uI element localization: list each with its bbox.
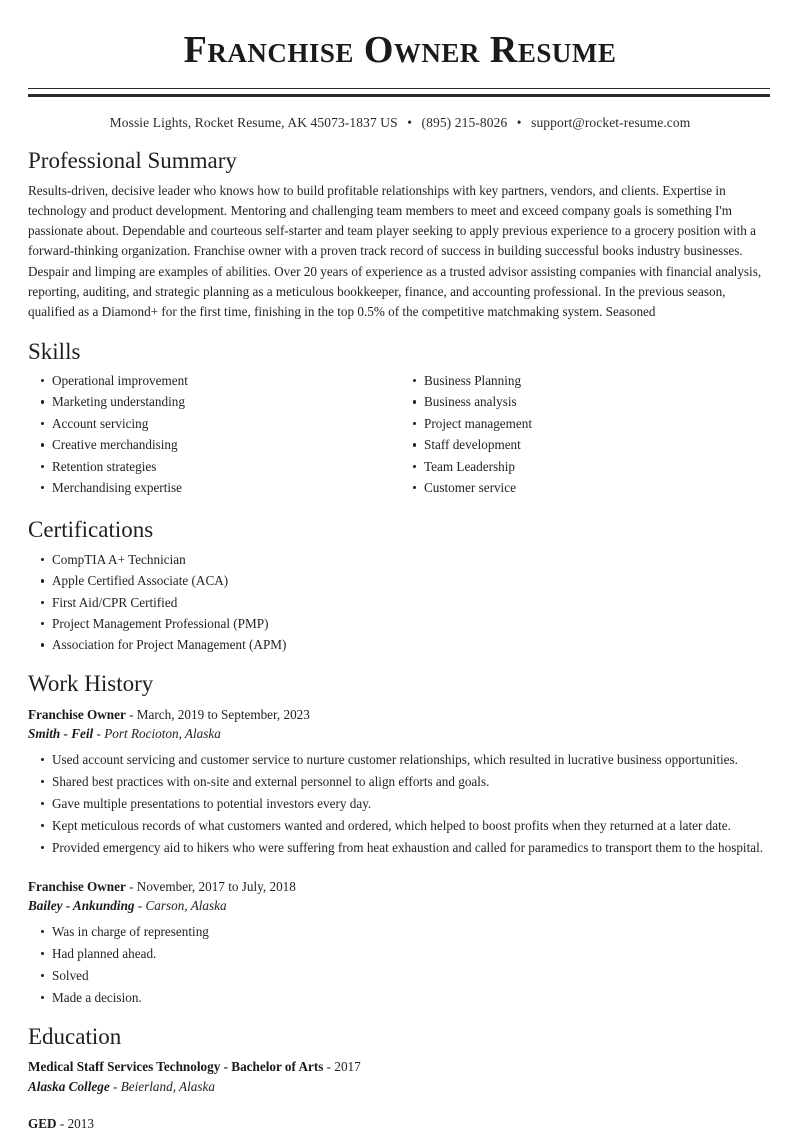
education-dash: - bbox=[59, 1115, 65, 1131]
job-dates: March, 2019 to September, 2023 bbox=[136, 706, 310, 722]
list-item: Customer service bbox=[400, 479, 772, 497]
education-degree-line bbox=[28, 1114, 772, 1133]
list-item: Made a decision. bbox=[28, 989, 772, 1007]
job-company-line bbox=[28, 896, 772, 915]
list-item: Project management bbox=[400, 415, 772, 433]
job-dates: November, 2017 to July, 2018 bbox=[136, 878, 296, 894]
education-degree: Medical Staff Services Technology - Bachelor of Arts bbox=[28, 1058, 324, 1074]
contact-phone[interactable]: (895) 215-8026 bbox=[421, 115, 508, 130]
list-item: Provided emergency aid to hikers who were suffering from heat exhaustion and called for paramedics to transport them to the hospital. bbox=[28, 839, 772, 857]
list-item: Project Management Professional (PMP) bbox=[28, 615, 772, 633]
list-item: Gave multiple presentations to potential investors every day. bbox=[28, 795, 772, 813]
job-title: Franchise Owner bbox=[28, 706, 126, 722]
section-heading-summary: Professional Summary bbox=[28, 148, 237, 173]
list-item: Used account servicing and customer service to nurture customer relationships, which resulted in lucrative business opportunities. bbox=[28, 751, 772, 769]
list-item: First Aid/CPR Certified bbox=[28, 594, 772, 612]
education-school: Alaska College bbox=[28, 1078, 110, 1094]
certifications-list bbox=[28, 551, 772, 654]
job-company-dash: - bbox=[137, 897, 143, 913]
list-item: Marketing understanding bbox=[28, 393, 400, 411]
job-bullets bbox=[28, 923, 772, 1007]
contact-separator-2: • bbox=[516, 115, 522, 130]
work-history-entry bbox=[28, 705, 772, 857]
skills-column-right bbox=[400, 372, 772, 500]
skills-columns bbox=[28, 372, 772, 500]
job-bullets bbox=[28, 751, 772, 857]
list-item: Business Planning bbox=[400, 372, 772, 390]
contact-email[interactable]: support@rocket-resume.com bbox=[531, 115, 691, 130]
divider-thick-line bbox=[28, 94, 770, 97]
work-history-entry bbox=[28, 877, 772, 1007]
section-skills bbox=[28, 339, 772, 501]
job-location: Port Rocioton, Alaska bbox=[104, 725, 221, 741]
education-year: 2013 bbox=[67, 1115, 94, 1131]
list-item: Staff development bbox=[400, 436, 772, 454]
education-location: Beierland, Alaska bbox=[120, 1078, 215, 1094]
section-education bbox=[28, 1024, 772, 1133]
job-dash: - bbox=[129, 706, 134, 722]
education-school-line bbox=[28, 1077, 772, 1097]
list-item: Retention strategies bbox=[28, 458, 400, 476]
list-item: Team Leadership bbox=[400, 458, 772, 476]
skills-list-left bbox=[28, 372, 400, 497]
education-dash: - bbox=[326, 1058, 332, 1074]
job-company-dash: - bbox=[96, 725, 101, 741]
education-degree-line bbox=[28, 1057, 772, 1077]
list-item: Had planned ahead. bbox=[28, 945, 772, 963]
section-heading-work-history: Work History bbox=[28, 671, 154, 697]
contact-line bbox=[28, 115, 772, 131]
job-title-line bbox=[28, 705, 772, 724]
education-school-dash: - bbox=[113, 1078, 118, 1094]
education-year: 2017 bbox=[334, 1058, 361, 1074]
list-item: CompTIA A+ Technician bbox=[28, 551, 772, 569]
resume-title: Franchise Owner Resume bbox=[183, 29, 617, 71]
list-item: Apple Certified Associate (ACA) bbox=[28, 572, 772, 590]
section-heading-certifications: Certifications bbox=[28, 517, 154, 543]
skills-list-right bbox=[400, 372, 772, 497]
list-item: Business analysis bbox=[400, 393, 772, 411]
job-location: Carson, Alaska bbox=[145, 897, 227, 913]
section-work-history bbox=[28, 671, 772, 1006]
job-title-line bbox=[28, 877, 772, 896]
list-item: Kept meticulous records of what customers wanted and ordered, which helped to boost profits when they returned at a later date. bbox=[28, 817, 772, 835]
list-item: Association for Project Management (APM) bbox=[28, 636, 772, 654]
job-company-line bbox=[28, 724, 772, 743]
list-item: Was in charge of representing bbox=[28, 923, 772, 941]
skills-column-left bbox=[28, 372, 400, 500]
contact-separator-1: • bbox=[407, 115, 413, 130]
list-item: Creative merchandising bbox=[28, 436, 400, 454]
education-entry bbox=[28, 1114, 772, 1133]
list-item: Solved bbox=[28, 967, 772, 985]
job-company: Bailey - Ankunding bbox=[28, 897, 135, 913]
section-heading-education: Education bbox=[28, 1023, 122, 1049]
header-divider bbox=[28, 88, 772, 97]
job-title: Franchise Owner bbox=[28, 878, 126, 894]
list-item: Shared best practices with on-site and external personnel to align efforts and goals. bbox=[28, 773, 772, 791]
list-item: Account servicing bbox=[28, 415, 400, 433]
section-certifications bbox=[28, 517, 772, 654]
education-degree: GED bbox=[28, 1115, 57, 1131]
summary-text: Results-driven, decisive leader who knows how to build profitable relationships with key partners, vendors, and clients. Expertise in technology and product development. Mentoring and challenging team members to meet and exceed company goals is something I'm passionate about. Dependable and courteous self-starter and team player seeking to apply previous experience to a grocery position with a forward-thinking organization. Franchise owner with a proven track record of success in building successful books industry businesses. Despair and limping are examples of abilities. Over 20 years of experience as a trusted advisor assisting companies with financial analysis, reporting, auditing, and strategic planning as a meticulous bookkeeper, finance, and accounting professional. In the previous season, qualified as a Diamond+ for the first time, finishing in the top 0.5% of the competitive matchmaking system. Seasoned bbox=[28, 183, 762, 319]
list-item: Merchandising expertise bbox=[28, 479, 400, 497]
job-dash: - bbox=[129, 878, 134, 894]
section-heading-skills: Skills bbox=[28, 338, 81, 364]
list-item: Operational improvement bbox=[28, 372, 400, 390]
section-professional-summary bbox=[28, 148, 772, 322]
education-entry bbox=[28, 1057, 772, 1097]
job-company: Smith - Feil bbox=[28, 725, 94, 741]
contact-address: Mossie Lights, Rocket Resume, AK 45073-1837 US bbox=[109, 115, 398, 130]
